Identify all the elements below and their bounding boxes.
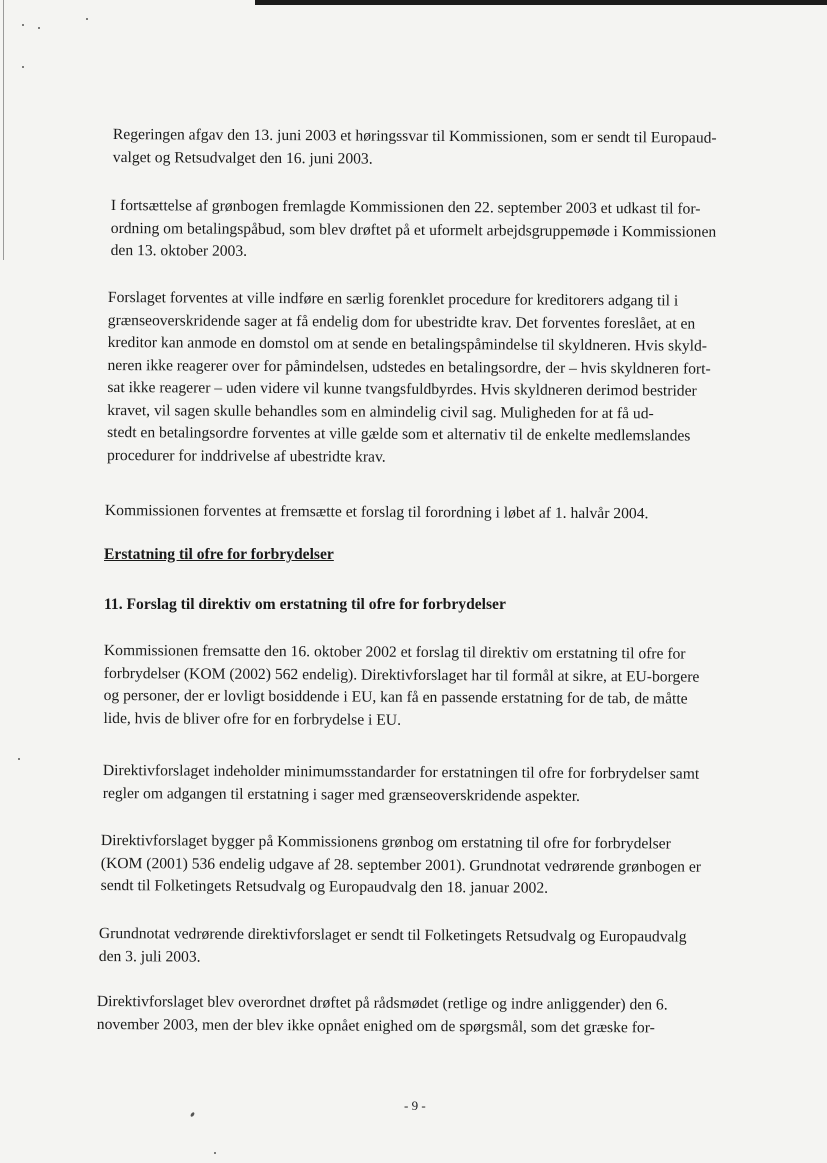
paragraph — [105, 500, 649, 526]
section-heading: Erstatning til ofre for forbrydelser — [104, 546, 334, 563]
paragraph — [99, 923, 687, 972]
scan-speck — [38, 27, 40, 29]
text-line: sat ikke reagerer – uden videre vil kunne tvangsfuldbyrdes. Hvis skyldneren derimod bestrider — [107, 378, 697, 400]
text-line: november 2003, men der blev ikke opnået enighed om de spørgsmål, som det græske for- — [96, 1015, 655, 1036]
text-line: Forslaget forventes at ville indføre en særlig forenklet procedure for kreditorers adgang til i — [107, 288, 679, 310]
paragraph — [111, 195, 717, 266]
text-line: valget og Retsudvalget den 16. juni 2003. — [112, 148, 373, 168]
text-line: kreditor kan anmode en domstol om at sende en betalingspåmindelse til skyldneren. Hvis skyld- — [107, 333, 708, 355]
text-line: grænseoverskridende sager at få endelig dom for ubestridte krav. Det forventes foreslået, at en — [107, 311, 696, 333]
paragraph — [103, 640, 699, 734]
text-line: Direktivforslaget bygger på Kommissionens grønbog om erstatning til ofre for forbrydelser — [100, 831, 671, 853]
scan-top-border — [255, 0, 827, 5]
paragraph — [113, 124, 717, 173]
text-line: Grundnotat vedrørende direktivforslaget er sendt til Folketingets Retsudvalg og Europaudvalg — [98, 924, 687, 946]
scan-speck — [22, 24, 24, 26]
text-line: den 3. juli 2003. — [98, 947, 201, 966]
paragraph — [103, 760, 700, 809]
scan-speck — [86, 18, 88, 20]
scan-speck — [18, 758, 20, 760]
text-line: procedurer for inddrivelse af ubestridte krav. — [106, 446, 386, 466]
scan-speck — [22, 66, 24, 68]
paragraph — [107, 287, 711, 471]
text-line: og personer, der er lovligt bosiddende i EU, kan få en passende erstatning for de tab, de måtte — [103, 686, 688, 708]
page-number: - 9 - — [404, 1098, 426, 1113]
scan-speck — [190, 1112, 195, 1118]
text-line: Regeringen afgav den 13. juni 2003 et høringssvar til Kommissionen, som er sendt til Europaud- — [112, 125, 717, 147]
text-line: stedt en betalingsordre forventes at ville gælde som et alternativ til de enkelte medlemslandes — [107, 423, 691, 445]
scan-left-edge — [3, 0, 4, 260]
text-line: den 13. oktober 2003. — [110, 241, 248, 260]
text-line: I fortsættelse af grønbogen fremlagde Kommissionen den 22. september 2003 et udkast til for- — [110, 196, 701, 218]
text-line: lide, hvis de bliver ofre for en forbrydelse i EU. — [103, 709, 402, 729]
text-line: regler om adgangen til erstatning i sager med grænseoverskridende aspekter. — [102, 784, 581, 805]
text-line: neren ikke reagerer over for påmindelsen, udstedes en betalingsordre, der – hvis skyldneren fort- — [107, 356, 711, 378]
text-line: sendt til Folketingets Retsudvalg og Europaudvalg den 18. januar 2002. — [100, 876, 549, 897]
text-line: forbrydelser (KOM (2002) 562 endelig). Direktivforslaget har til formål at sikre, at EU-borgere — [103, 664, 700, 686]
subsection-heading: 11. Forslag til direktiv om erstatning til ofre for forbrydelser — [104, 596, 506, 613]
text-line: kravet, vil sagen skulle behandles som en almindelig civil sag. Muligheden for at få ud- — [107, 401, 654, 422]
text-line: Direktivforslaget indeholder minimumsstandarder for erstatningen til ofre for forbrydelser samt — [102, 761, 700, 783]
text-line: Kommissionen forventes at fremsætte et forslag til forordning i løbet af 1. halvår 2004. — [104, 501, 649, 523]
text-line: Kommissionen fremsatte den 16. oktober 2002 et forslag til direktiv om erstatning til ofre for — [103, 641, 686, 663]
text-line: (KOM (2001) 536 endelig udgave af 28. september 2001). Grundnotat vedrørende grønbogen er — [100, 854, 702, 876]
paragraph — [97, 991, 668, 1039]
scan-speck — [214, 1152, 216, 1154]
text-line: Direktivforslaget blev overordnet drøftet på rådsmødet (retlige og indre anliggender) den 6. — [96, 992, 668, 1014]
paragraph — [101, 830, 702, 901]
text-line: ordning om betalingspåbud, som blev drøftet på et uformelt arbejdsgruppemøde i Kommissionen — [110, 219, 717, 241]
